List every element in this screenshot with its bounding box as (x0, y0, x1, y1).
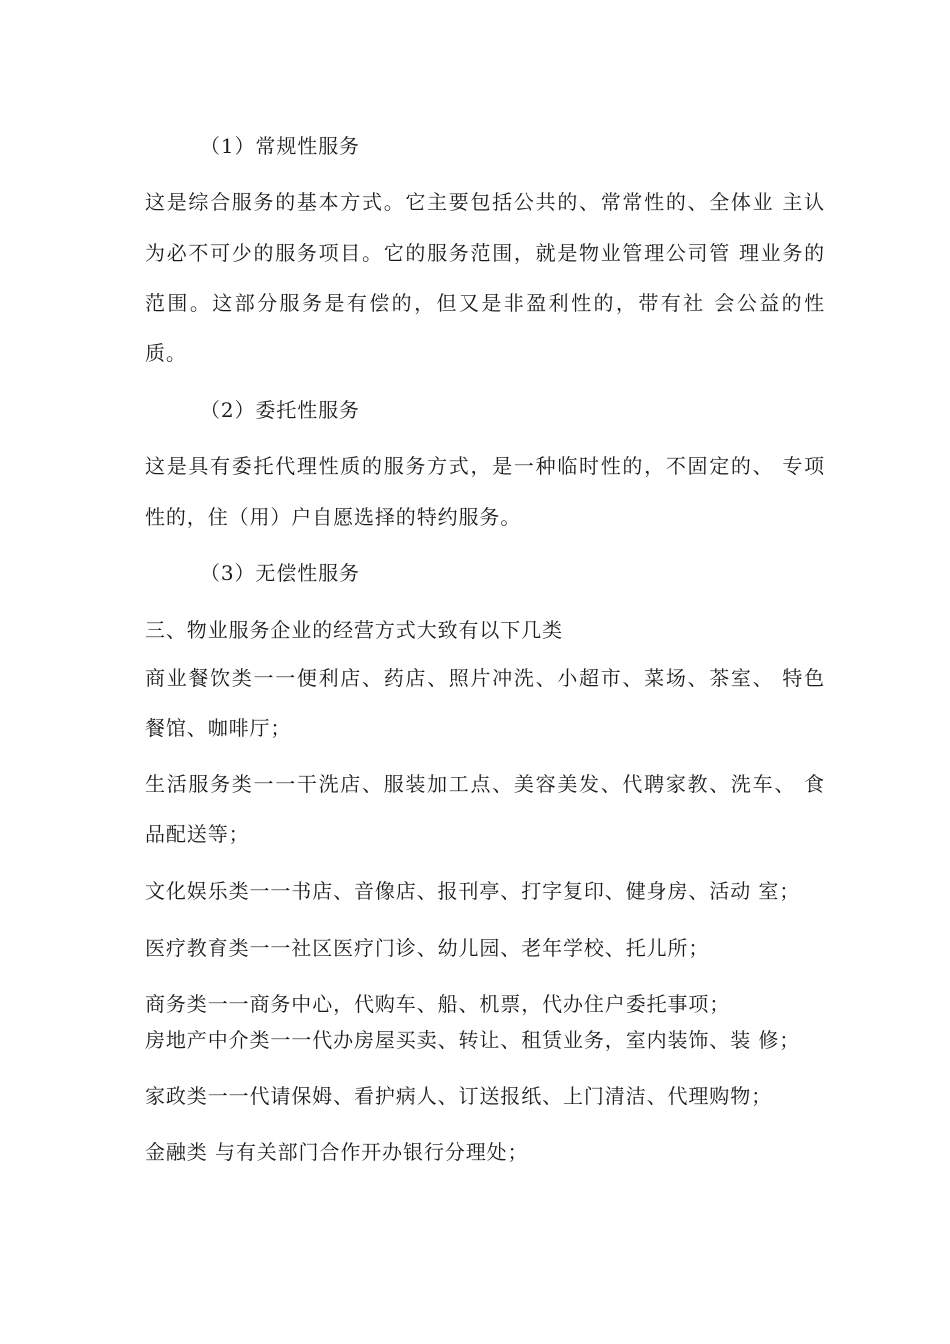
list-item: 医疗教育类一一社区医疗门诊、幼儿园、老年学校、托儿所； (145, 936, 710, 960)
paragraph-line: 质。 (145, 341, 187, 365)
list-item: 商务类一一商务中心，代购车、船、机票，代办住户委托事项； (145, 992, 731, 1016)
paragraph-line: 这是具有委托代理性质的服务方式，是一种临时性的，不固定的、 专项 (145, 454, 825, 478)
list-item: 文化娱乐类一一书店、音像店、报刊亭、打字复印、健身房、活动 室； (145, 879, 801, 903)
heading-free-service: （3）无偿性服务 (200, 561, 360, 585)
list-item: 金融类 与有关部门合作开办银行分理处； (145, 1140, 529, 1164)
list-item: 家政类一一代请保姆、看护病人、订送报纸、上门清洁、代理购物； (145, 1084, 772, 1108)
list-item-continuation: 品配送等； (145, 822, 250, 846)
list-item: 房地产中介类一一代办房屋买卖、转让、租赁业务，室内装饰、装 修； (145, 1028, 801, 1052)
paragraph-line: 性的，住（用）户自愿选择的特约服务。 (145, 505, 522, 529)
heading-entrusted-service: （2）委托性服务 (200, 398, 360, 422)
list-item-continuation: 餐馆、咖啡厅； (145, 716, 292, 740)
section-heading: 三、物业服务企业的经营方式大致有以下几类 (145, 618, 563, 642)
list-item: 生活服务类一一干洗店、服装加工点、美容美发、代聘家教、洗车、 食 (145, 772, 825, 796)
paragraph-line: 范围。这部分服务是有偿的，但又是非盈利性的，带有社 会公益的性 (145, 291, 825, 315)
paragraph-line: 这是综合服务的基本方式。它主要包括公共的、常常性的、全体业 主认 (145, 190, 825, 214)
heading-regular-service: （1）常规性服务 (200, 134, 360, 158)
list-item: 商业餐饮类一一便利店、药店、照片冲洗、小超市、菜场、茶室、 特色 (145, 666, 825, 690)
paragraph-line: 为必不可少的服务项目。它的服务范围，就是物业管理公司管 理业务的 (145, 241, 825, 265)
